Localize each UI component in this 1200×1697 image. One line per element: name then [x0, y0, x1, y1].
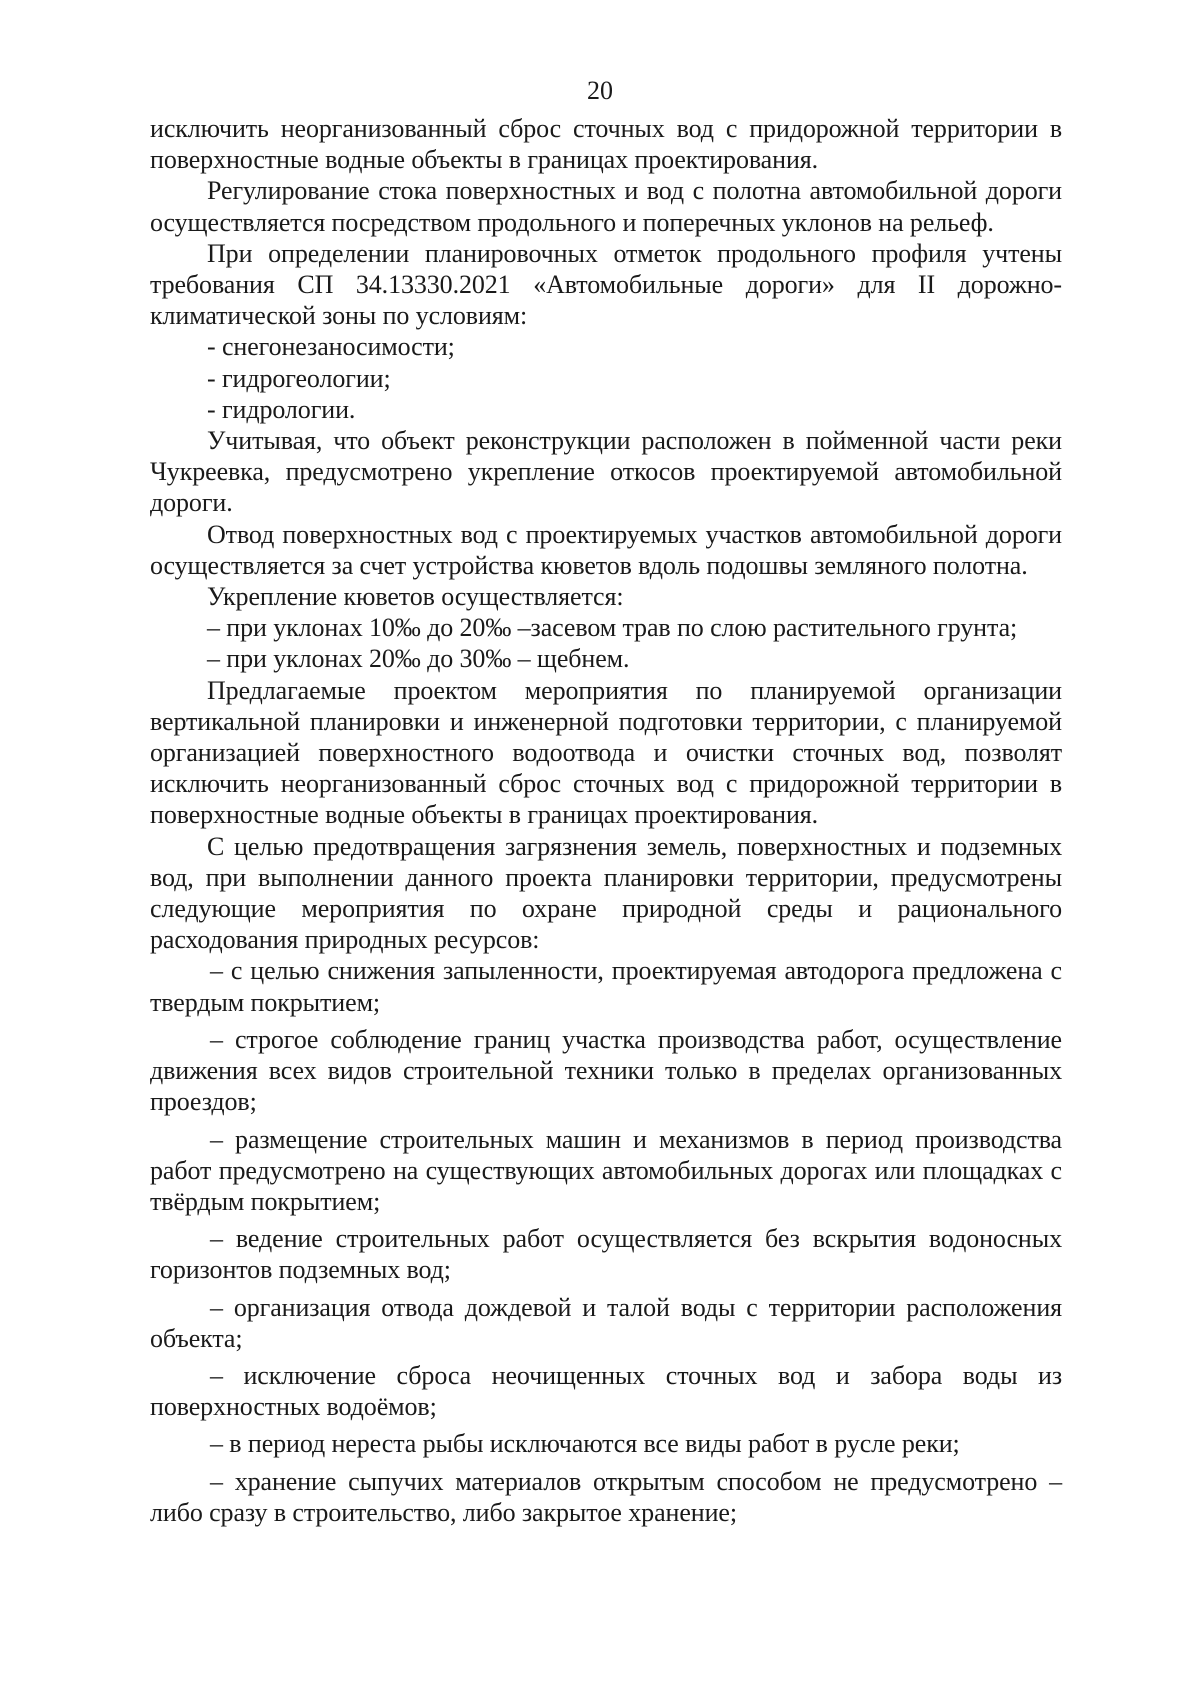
- paragraph: Отвод поверхностных вод с проектируемых участков автомобильной дороги осуществляется за счет устройства кюветов вдоль подошвы земляного полотна.: [150, 519, 1062, 580]
- list-item: – хранение сыпучих материалов открытым способом не предусмотрено – либо сразу в строительство, либо закрытое хранение;: [150, 1466, 1062, 1527]
- paragraph: Учитывая, что объект реконструкции расположен в пойменной части реки Чукреевка, предусмотрено укрепление откосов проектируемой автомобильной дороги.: [150, 426, 1062, 518]
- list-item: – организация отвода дождевой и талой воды с территории расположения объекта;: [150, 1292, 1062, 1353]
- list-item: – размещение строительных машин и механизмов в период производства работ предусмотрено на существующих автомобильных дорогах или площадках с твёрдым покрытием;: [150, 1124, 1062, 1216]
- list-item: – строгое соблюдение границ участка производства работ, осуществление движения всех видов строительной техники только в пределах организованных проездов;: [150, 1024, 1062, 1117]
- list-item: – с целью снижения запыленности, проектируемая автодорога предложена с твердым покрытием;: [150, 956, 1062, 1017]
- paragraph: исключить неорганизованный сброс сточных вод с придорожной территории в поверхностные водные объекты в границах проектирования.: [150, 114, 1062, 175]
- document-body: [150, 113, 1062, 1528]
- paragraph: При определении планировочных отметок продольного профиля учтены требования СП 34.13330.2021 «Автомобильные дороги» для II дорожно-климатической зоны по условиям:: [150, 238, 1062, 331]
- page-number: 20: [587, 76, 613, 105]
- list-item: – исключение сброса неочищенных сточных вод и забора воды из поверхностных водоёмов;: [150, 1360, 1062, 1422]
- paragraph: С целью предотвращения загрязнения земель, поверхностных и подземных вод, при выполнении данного проекта планировки территории, предусмотрены следующие мероприятия по охране природной среды и рационального расходования природных ресурсов:: [150, 831, 1062, 955]
- paragraph: Предлагаемые проектом мероприятия по планируемой организации вертикальной планировки и инженерной подготовки территории, с планируемой организацией поверхностного водоотвода и очистки сточных вод, позволят исключить неорганизованный сброс сточных вод с придорожной территории в поверхностные водные объекты в границах проектирования.: [150, 675, 1062, 830]
- list-item: - гидрологии.: [207, 394, 356, 424]
- paragraph: Регулирование стока поверхностных и вод с полотна автомобильной дороги осуществляется посредством продольного и поперечных уклонов на рельеф.: [150, 176, 1062, 237]
- list-item: – в период нереста рыбы исключаются все виды работ в русле реки;: [210, 1429, 960, 1459]
- paragraph: Укрепление кюветов осуществляется:: [207, 582, 624, 612]
- list-item: – при уклонах 10‰ до 20‰ –засевом трав по слою растительного грунта;: [207, 613, 1018, 643]
- list-item: - снегонезаносимости;: [207, 332, 455, 362]
- list-item: - гидрогеологии;: [207, 363, 391, 393]
- list-item: – при уклонах 20‰ до 30‰ – щебнем.: [207, 644, 630, 674]
- list-item: – ведение строительных работ осуществляется без вскрытия водоносных горизонтов подземных вод;: [150, 1224, 1062, 1285]
